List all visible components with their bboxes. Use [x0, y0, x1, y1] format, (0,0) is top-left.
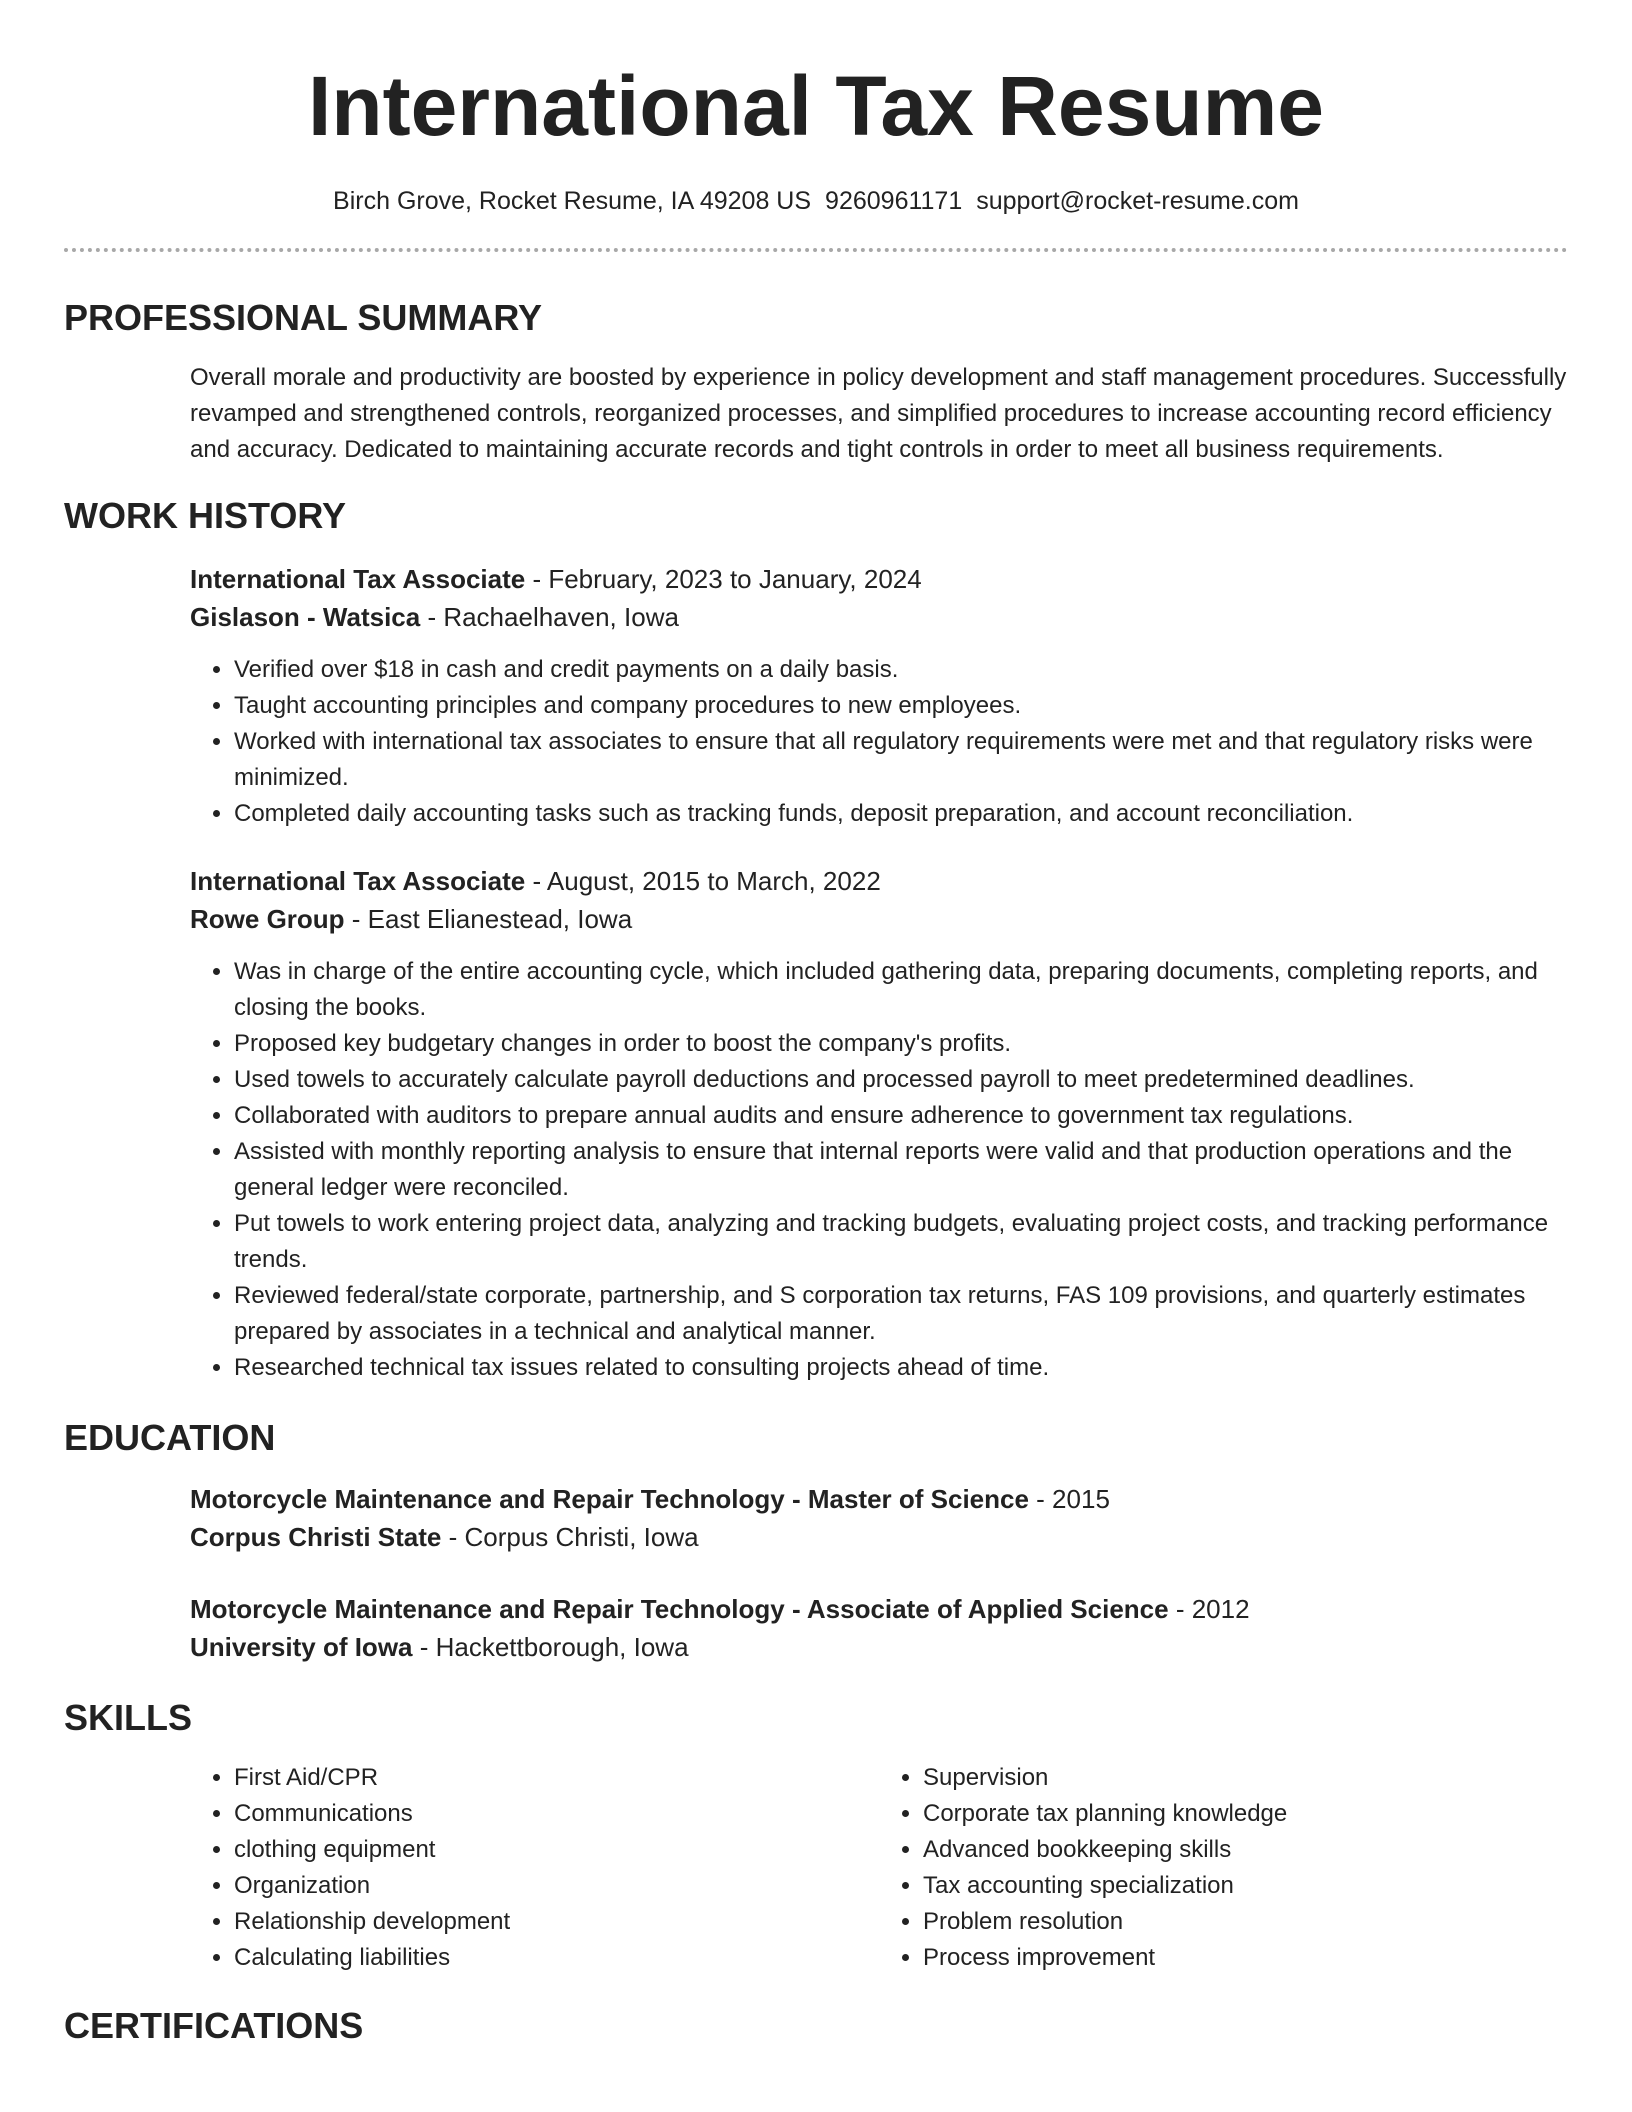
job-company: Gislason - Watsica [190, 602, 421, 632]
education-entry [190, 1590, 1568, 1666]
skills-right-column [879, 1760, 1568, 1976]
education-location: - Corpus Christi, Iowa [441, 1522, 699, 1552]
skill-item: • Tax accounting specialization [923, 1868, 1568, 1904]
job-bullet: • Was in charge of the entire accounting cycle, which included gathering data, preparing documents, completing reports, and closing the books. [234, 954, 1568, 1026]
job-bullet: • Used towels to accurately calculate payroll deductions and processed payroll to meet predetermined deadlines. [234, 1062, 1568, 1098]
job-bullet: • Worked with international tax associates to ensure that all regulatory requirements were met and that regulatory risks were minimized. [234, 724, 1568, 796]
education-school: Corpus Christi State [190, 1522, 442, 1552]
job-title-line [190, 862, 1568, 900]
job-company: Rowe Group [190, 904, 345, 934]
skill-item: • First Aid/CPR [234, 1760, 879, 1796]
job-title: International Tax Associate [190, 866, 526, 896]
summary-section [64, 296, 1568, 468]
education-school-line [190, 1518, 1568, 1556]
education-degree-line [190, 1480, 1568, 1518]
resume-page [64, 0, 1568, 2048]
summary-text: Overall morale and productivity are boosted by experience in policy development and staff management procedures. Successfully revamped and strengthened controls, reorganized processes, and simplified procedures to increase accounting record efficiency and accuracy. Dedicated to maintaining accurate records and tight controls in order to meet all business requirements. [190, 364, 1567, 463]
contact-phone: 9260961171 [825, 187, 963, 215]
job-location: - Rachaelhaven, Iowa [420, 602, 679, 632]
skill-item: • Communications [234, 1796, 879, 1832]
header-divider [64, 248, 1568, 252]
job-bullet: • Researched technical tax issues related to consulting projects ahead of time. [234, 1350, 1568, 1386]
education-entry [190, 1480, 1568, 1556]
skills-grid [190, 1760, 1568, 1976]
job-bullets [190, 652, 1568, 832]
job-bullet: • Completed daily accounting tasks such as tracking funds, deposit preparation, and account reconciliation. [234, 796, 1568, 832]
skills-left-column [190, 1760, 879, 1976]
job-entry [190, 560, 1568, 832]
summary-body [190, 360, 1568, 468]
education-degree: Motorcycle Maintenance and Repair Technology - Associate of Applied Science [190, 1594, 1169, 1624]
job-dates: - August, 2015 to March, 2022 [525, 866, 881, 896]
education-heading: EDUCATION [64, 1417, 276, 1458]
job-bullet: • Verified over $18 in cash and credit payments on a daily basis. [234, 652, 1568, 688]
education-year: - 2012 [1168, 1594, 1250, 1624]
job-entry [190, 862, 1568, 1386]
job-bullet: • Put towels to work entering project data, analyzing and tracking budgets, evaluating project costs, and tracking performance trends. [234, 1206, 1568, 1278]
skill-item: • clothing equipment [234, 1832, 879, 1868]
education-year: - 2015 [1028, 1484, 1110, 1514]
job-bullets [190, 954, 1568, 1386]
job-bullet: • Collaborated with auditors to prepare annual audits and ensure adherence to government tax regulations. [234, 1098, 1568, 1134]
skills-heading: SKILLS [64, 1697, 193, 1738]
job-company-line [190, 598, 1568, 636]
education-degree: Motorcycle Maintenance and Repair Technology - Master of Science [190, 1484, 1029, 1514]
job-title: International Tax Associate [190, 564, 526, 594]
skill-item: • Relationship development [234, 1904, 879, 1940]
work-heading: WORK HISTORY [64, 495, 347, 536]
education-school: University of Iowa [190, 1632, 413, 1662]
job-bullet: • Reviewed federal/state corporate, partnership, and S corporation tax returns, FAS 109 provisions, and quarterly estimates prepared by associates in a technical and analytical manner. [234, 1278, 1568, 1350]
contact-email: support@rocket-resume.com [976, 187, 1299, 215]
skill-item: • Supervision [923, 1760, 1568, 1796]
contact-address: Birch Grove, Rocket Resume, IA 49208 US [333, 187, 812, 215]
skill-item: • Advanced bookkeeping skills [923, 1832, 1568, 1868]
job-bullet: • Assisted with monthly reporting analysis to ensure that internal reports were valid and that production operations and the general ledger were reconciled. [234, 1134, 1568, 1206]
education-school-line [190, 1628, 1568, 1666]
skill-item: • Corporate tax planning knowledge [923, 1796, 1568, 1832]
job-bullet: • Proposed key budgetary changes in order to boost the company's profits. [234, 1026, 1568, 1062]
certifications-heading: CERTIFICATIONS [64, 2005, 364, 2046]
skill-item: • Problem resolution [923, 1904, 1568, 1940]
skill-item: • Calculating liabilities [234, 1940, 879, 1976]
education-section [64, 1416, 1568, 1666]
job-bullet: • Taught accounting principles and company procedures to new employees. [234, 688, 1568, 724]
certifications-section [64, 2004, 1568, 2048]
skill-item: • Organization [234, 1868, 879, 1904]
summary-heading: PROFESSIONAL SUMMARY [64, 297, 543, 338]
education-degree-line [190, 1590, 1568, 1628]
job-title-line [190, 560, 1568, 598]
skills-section [64, 1696, 1568, 1976]
job-dates: - February, 2023 to January, 2024 [525, 564, 922, 594]
job-company-line [190, 900, 1568, 938]
resume-title: International Tax Resume [307, 59, 1325, 153]
job-location: - East Elianestead, Iowa [344, 904, 633, 934]
skill-item: • Process improvement [923, 1940, 1568, 1976]
education-location: - Hackettborough, Iowa [412, 1632, 689, 1662]
work-section [64, 494, 1568, 1386]
contact-line [64, 184, 1568, 218]
